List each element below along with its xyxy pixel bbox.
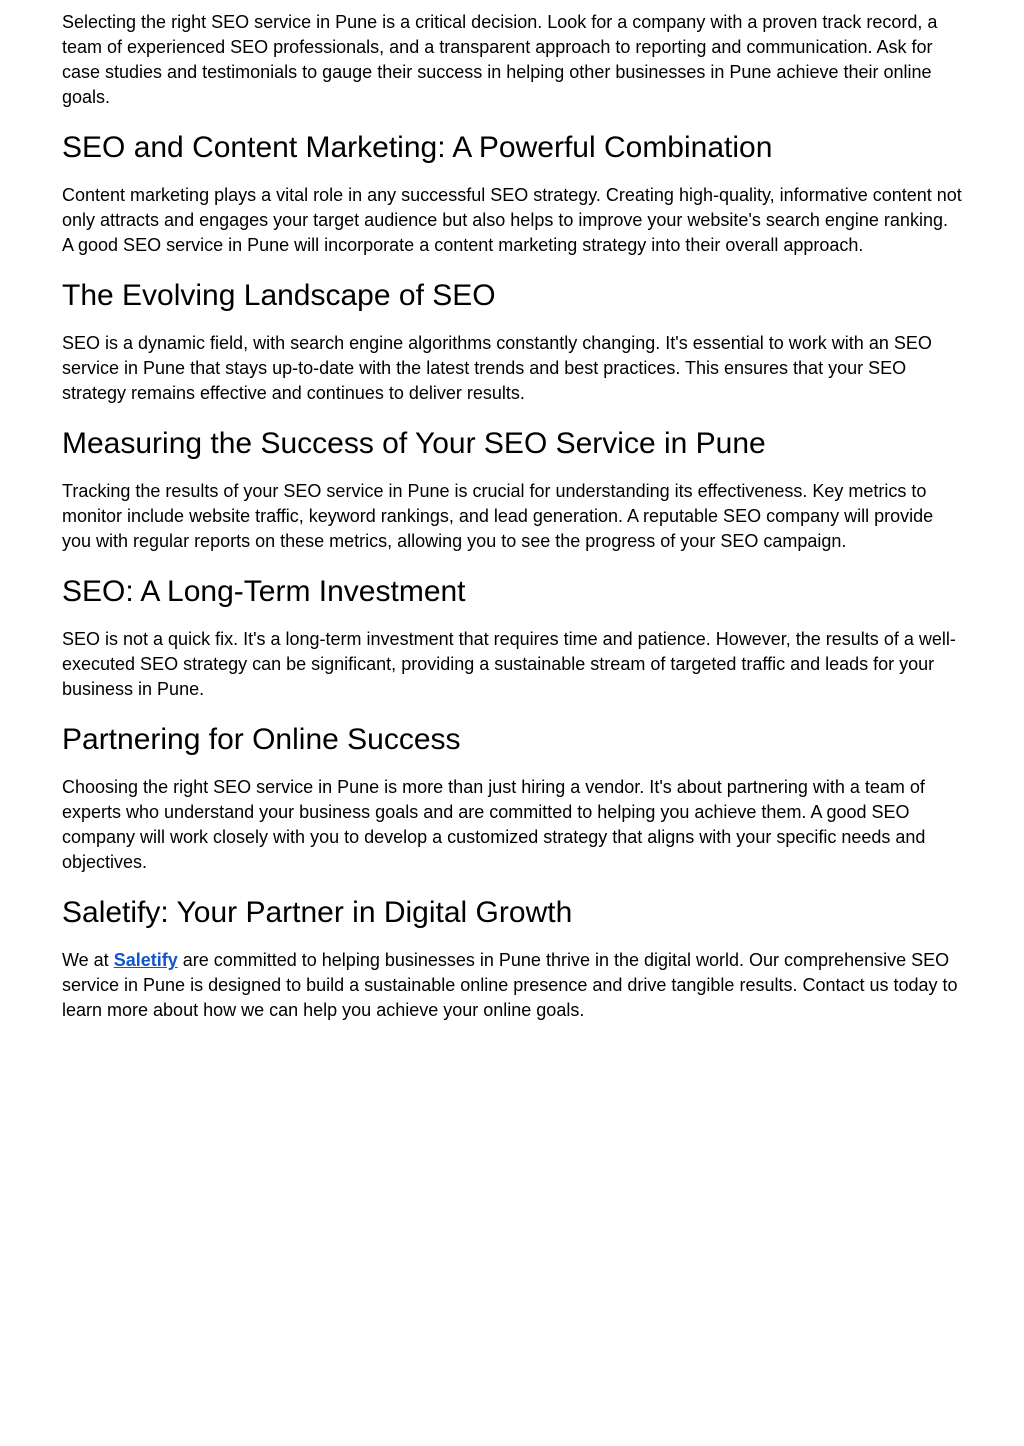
section-body-measuring-success: Tracking the results of your SEO service in Pune is crucial for understanding its effectiveness. Key metrics to monitor include website traffic, keyword rankings, and lead generation. A reputable SEO company will provide you with regular reports on these metrics, allowing you to see the progress of your SEO campaign. <box>62 481 934 551</box>
section-heading-long-term-investment: SEO: A Long-Term Investment <box>62 575 466 608</box>
section-body-partnering: Choosing the right SEO service in Pune is more than just hiring a vendor. It's about partnering with a team of experts who understand your business goals and are committed to helping you achieve them. A good SEO company will work closely with you to develop a customized strategy that aligns with your specific needs and objectives. <box>62 777 926 872</box>
section-body-saletify <box>62 948 962 1023</box>
section-heading-measuring-success: Measuring the Success of Your SEO Service in Pune <box>62 427 766 460</box>
intro-paragraph: Selecting the right SEO service in Pune is a critical decision. Look for a company with a proven track record, a team of experienced SEO professionals, and a transparent approach to reporting and communication. Ask for case studies and testimonials to gauge their success in helping other businesses in Pune achieve their online goals. <box>62 12 938 107</box>
section-body-long-term-investment: SEO is not a quick fix. It's a long-term investment that requires time and patience. However, the results of a well-executed SEO strategy can be significant, providing a sustainable stream of targeted traffic and leads for your business in Pune. <box>62 629 956 699</box>
section-heading-evolving-landscape: The Evolving Landscape of SEO <box>62 279 496 312</box>
section-heading-partnering: Partnering for Online Success <box>62 723 461 756</box>
saletify-link[interactable]: Saletify <box>113 950 178 970</box>
section-heading-saletify: Saletify: Your Partner in Digital Growth <box>62 896 573 929</box>
section-body-evolving-landscape: SEO is a dynamic field, with search engine algorithms constantly changing. It's essential to work with an SEO service in Pune that stays up-to-date with the latest trends and best practices. This ensures that your SEO strategy remains effective and continues to deliver results. <box>62 333 932 403</box>
document-page <box>62 10 962 1023</box>
section-body-content-marketing: Content marketing plays a vital role in any successful SEO strategy. Creating high-quality, informative content not only attracts and engages your target audience but also helps to improve your website's search engine ranking. A good SEO service in Pune will incorporate a content marketing strategy into their overall approach. <box>62 185 962 255</box>
section-heading-content-marketing: SEO and Content Marketing: A Powerful Combination <box>62 131 773 164</box>
saletify-body-suffix: are committed to helping businesses in Pune thrive in the digital world. Our comprehensive SEO service in Pune is designed to build a sustainable online presence and drive tangible results. Contact us today to learn more about how we can help you achieve your online goals. <box>62 950 958 1020</box>
saletify-body-prefix: We at <box>62 950 114 970</box>
